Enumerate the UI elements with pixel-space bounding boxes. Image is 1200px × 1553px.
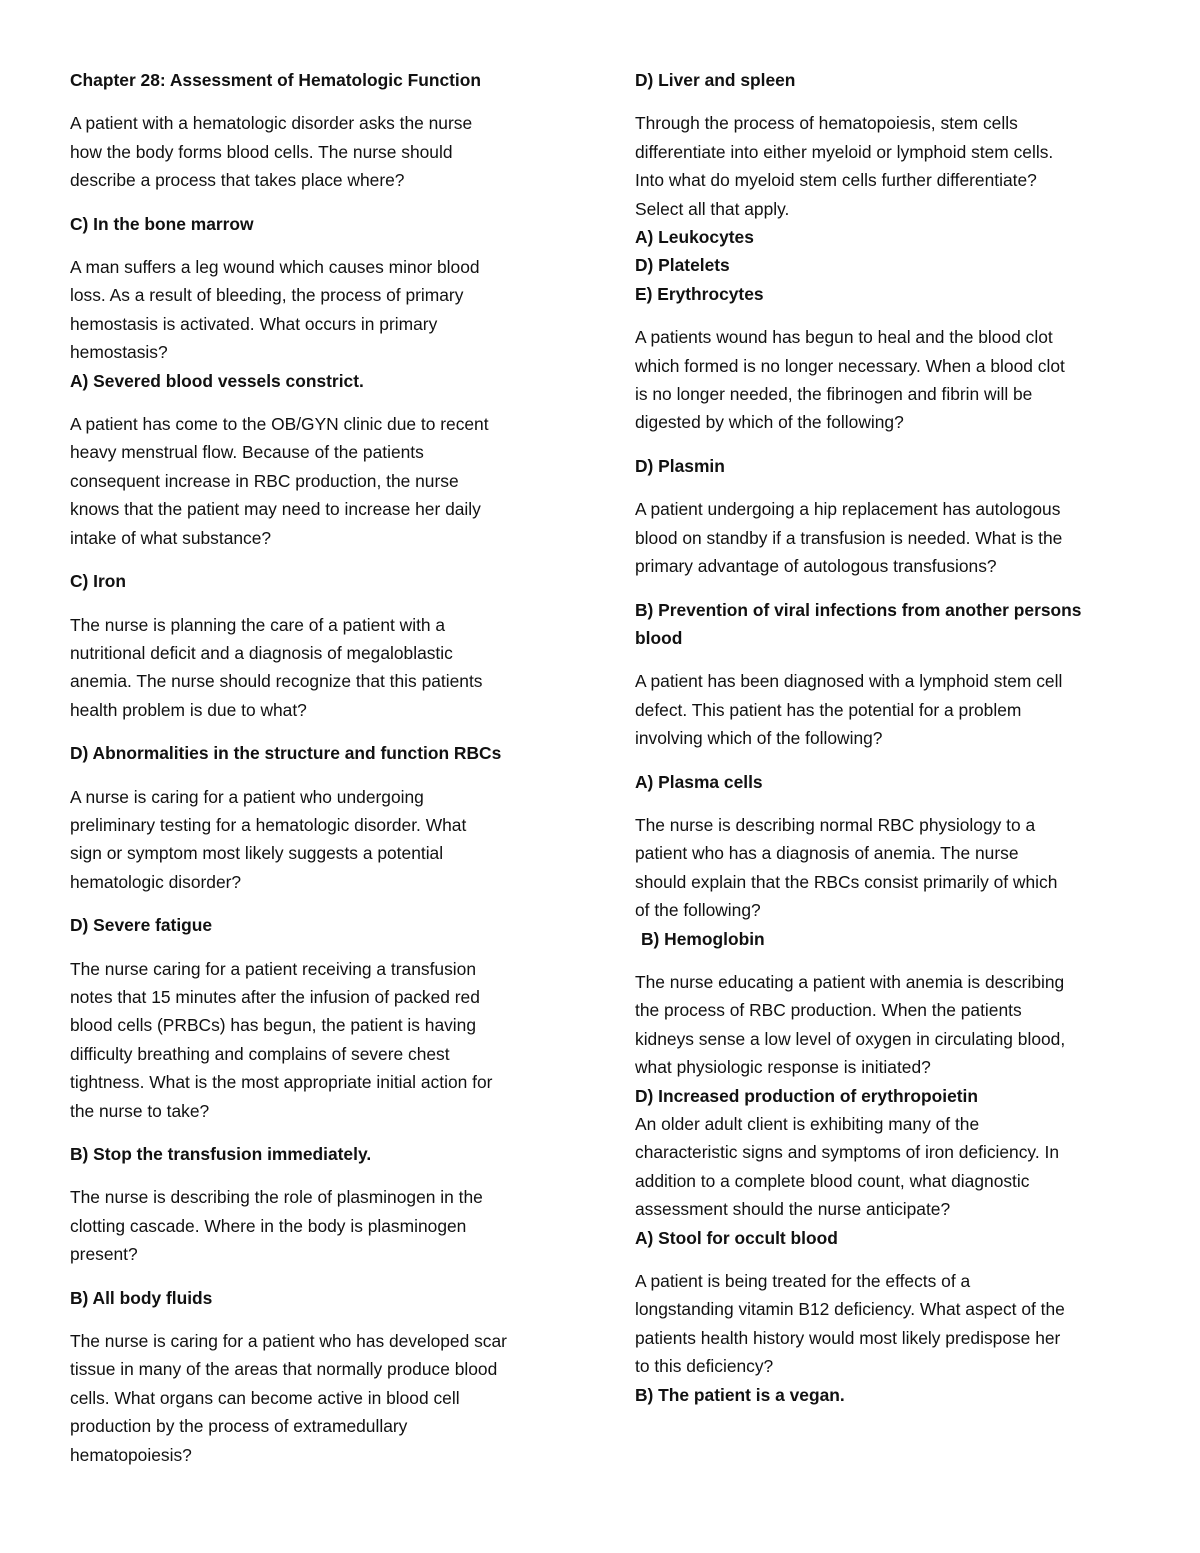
- question-text: The nurse is describing the role of plasminogen in the clotting cascade. Where in the body is plasminogen present?: [70, 1187, 483, 1265]
- question-text: The nurse is describing normal RBC physiology to a patient who has a diagnosis of anemia. The nurse should explain that the RBCs consist primarily of which of the following?: [635, 814, 1058, 921]
- question-text: The nurse caring for a patient receiving a transfusion notes that 15 minutes after the infusion of packed red blood cells (PRBCs) has begun, the patient is having difficulty breathing and complains of severe chest tightness. What is the most appropriate initial action for the nurse to take?: [70, 958, 493, 1121]
- document-title: Chapter 28: Assessment of Hematologic Function: [70, 70, 482, 90]
- answer-text: C) In the bone marrow: [70, 213, 254, 234]
- answer-text: C) Iron: [70, 571, 127, 592]
- question-text: The nurse is planning the care of a patient with a nutritional deficit and a diagnosis of megaloblastic anemia. The nurse should recognize that this patients health problem is due to what?: [70, 614, 483, 720]
- question-text: A patient has been diagnosed with a lymphoid stem cell defect. This patient has the potential for a problem involving which of the following?: [635, 671, 1063, 749]
- right-column: [635, 66, 1145, 1409]
- question-text: A patient with a hematologic disorder asks the nurse how the body forms blood cells. The nurse should describe a process that takes place where?: [70, 113, 473, 191]
- answer-text: D) Increased production of erythropoietin: [635, 1085, 979, 1106]
- answer-text: B) Prevention of viral infections from another persons blood: [635, 599, 1082, 648]
- answer-text: D) Abnormalities in the structure and function RBCs: [70, 743, 502, 764]
- question-text: The nurse is caring for a patient who has developed scar tissue in many of the areas that normally produce blood cells. What organs can become active in blood cell production by the process of extramedullary hematopoiesis?: [70, 1331, 507, 1465]
- answer-text: B) The patient is a vegan.: [635, 1384, 845, 1405]
- question-text: A patient has come to the OB/GYN clinic due to recent heavy menstrual flow. Because of the patients consequent increase in RBC production, the nurse knows that the patient may need to increase her daily intake of what substance?: [70, 414, 489, 548]
- question-text: A patients wound has begun to heal and the blood clot which formed is no longer necessary. When a blood clot is no longer needed, the fibrinogen and fibrin will be digested by which of the following?: [635, 327, 1065, 433]
- answer-text: B) Stop the transfusion immediately.: [70, 1144, 372, 1164]
- question-text: A patient is being treated for the effects of a longstanding vitamin B12 deficiency. What aspect of the patients health history would most likely predispose her to this deficiency?: [635, 1271, 1065, 1377]
- question-text: Through the process of hematopoiesis, stem cells differentiate into either myeloid or lymphoid stem cells. Into what do myeloid stem cells further differentiate? Select all that apply.: [635, 113, 1054, 219]
- answer-text: A) Plasma cells: [635, 771, 763, 792]
- answer-text: B) All body fluids: [70, 1287, 213, 1308]
- question-text: An older adult client is exhibiting many of the characteristic signs and symptoms of iron deficiency. In addition to a complete blood count, what diagnostic assessment should the nurse anticipate?: [635, 1114, 1059, 1220]
- answer-text: B) Hemoglobin: [641, 928, 765, 949]
- question-text: A nurse is caring for a patient who undergoing preliminary testing for a hematologic disorder. What sign or symptom most likely suggests a potential hematologic disorder?: [70, 786, 467, 892]
- answer-text: D) Plasmin: [635, 455, 725, 476]
- left-column: [70, 66, 575, 1469]
- answer-text: A) Stool for occult blood: [635, 1227, 838, 1248]
- answer-text: A) Severed blood vessels constrict.: [70, 370, 364, 391]
- answer-text: D) Liver and spleen: [635, 70, 796, 90]
- answer-text: D) Severe fatigue: [70, 915, 213, 936]
- question-text: A patient undergoing a hip replacement has autologous blood on standby if a transfusion is needed. What is the primary advantage of autologous transfusions?: [635, 499, 1063, 577]
- answer-text: A) Leukocytes D) Platelets E) Erythrocytes: [635, 227, 764, 304]
- question-text: The nurse educating a patient with anemia is describing the process of RBC production. When the patients kidneys sense a low level of oxygen in circulating blood, what physiologic response is initiated?: [635, 971, 1066, 1078]
- question-text: A man suffers a leg wound which causes minor blood loss. As a result of bleeding, the process of primary hemostasis is activated. What occurs in primary hemostasis?: [70, 257, 480, 363]
